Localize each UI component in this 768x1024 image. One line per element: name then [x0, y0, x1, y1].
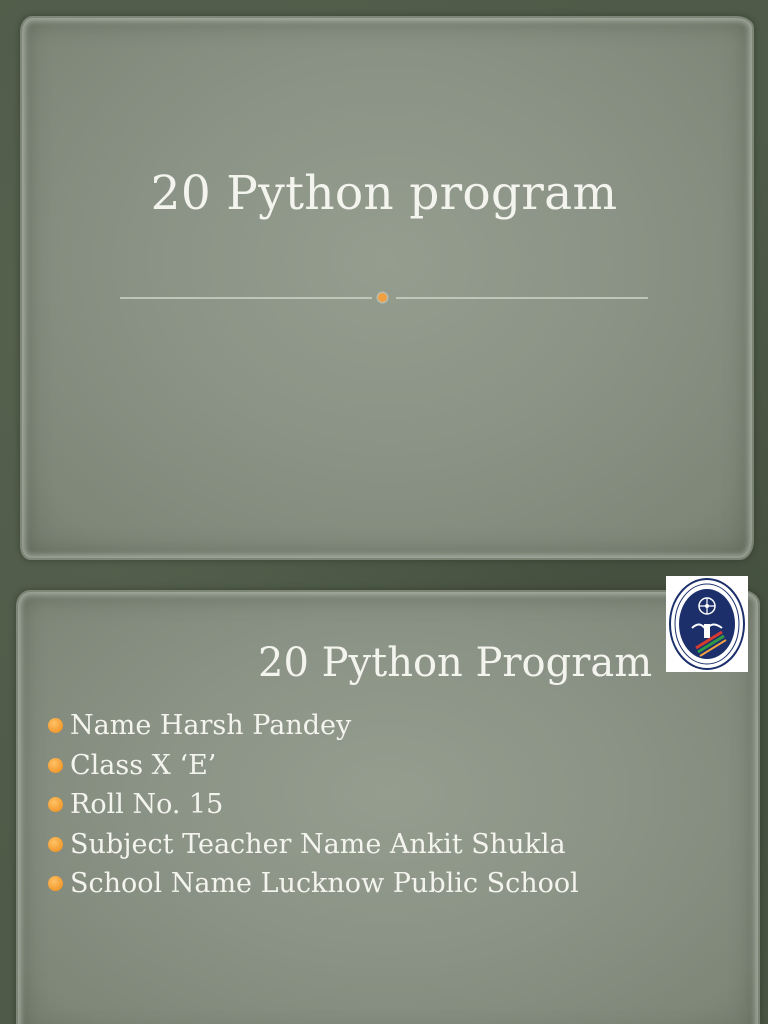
bullet-icon	[48, 797, 63, 812]
list-item-text: Subject Teacher Name Ankit Shukla	[70, 828, 566, 860]
info-slide	[0, 576, 768, 1024]
bullet-icon	[48, 758, 63, 773]
list-item	[46, 706, 579, 746]
torn-paper-panel	[22, 18, 752, 558]
list-item	[46, 746, 579, 786]
list-item	[46, 825, 579, 865]
bullet-icon	[48, 837, 63, 852]
slide-title: 20 Python program	[150, 166, 618, 221]
list-item-text: School Name Lucknow Public School	[70, 868, 579, 899]
list-item	[46, 864, 579, 904]
bullet-icon	[48, 876, 63, 891]
school-logo	[666, 576, 748, 672]
divider-line-right	[396, 297, 648, 299]
list-item-text: Name Harsh Pandey	[70, 710, 352, 741]
divider-dot-icon	[378, 293, 387, 302]
bullet-icon	[48, 718, 63, 733]
list-item	[46, 785, 579, 825]
school-crest-icon	[666, 576, 748, 672]
details-list	[46, 706, 579, 904]
slide-heading: 20 Python Program	[258, 640, 653, 686]
divider-line-left	[120, 297, 372, 299]
list-item-text: Roll No. 15	[70, 789, 224, 820]
list-item-text: Class X ‘E’	[70, 749, 217, 781]
title-divider	[120, 291, 648, 305]
